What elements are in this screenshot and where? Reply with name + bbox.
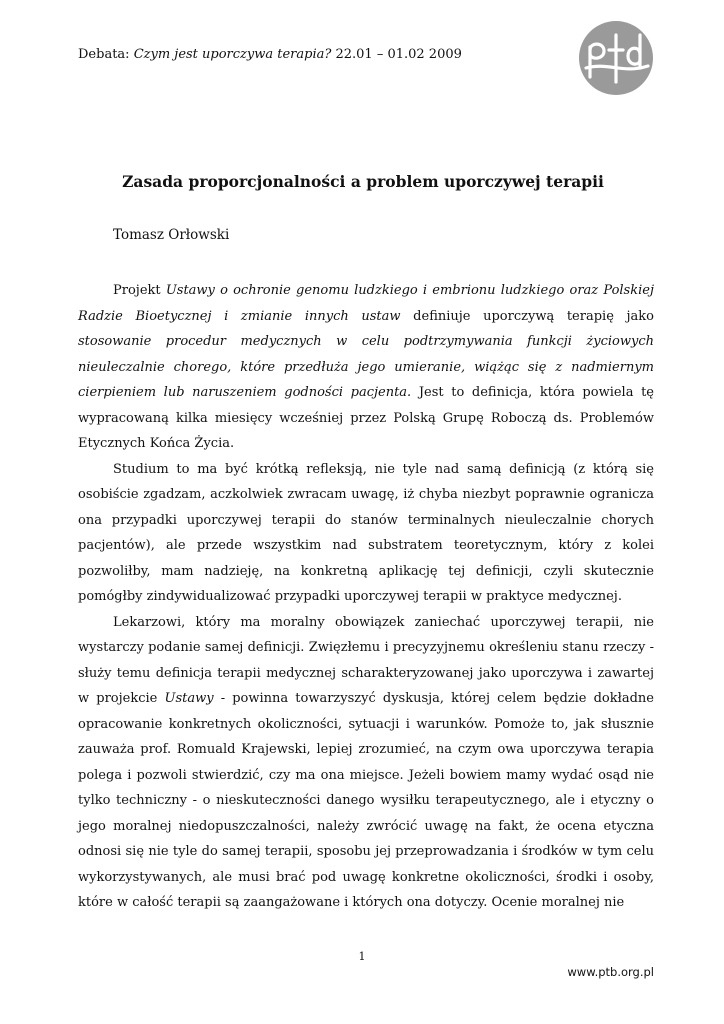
paragraph-1 [78,278,654,457]
paragraph-3 [78,610,654,916]
paragraph-1-law-title: Ustawy o ochronie genomu ludzkiego i embrionu ludzkiego oraz Polskiej Radzie Bioetycznej i zmianie innych ustaw [78,283,654,324]
paragraph-1-definition: stosowanie procedur medycznych w celu podtrzymywania funkcji życiowych nieuleczalnie chorego, które przedłuża jego umieranie, wiążąc się z nadmiernym cierpieniem lub naruszeniem godności pacjenta. [78,334,654,400]
page-number: 1 [358,950,366,963]
paragraph-1-text-3: Jest to definicja, która powiela tę wypracowaną kilka miesięcy wcześniej przez Polską Grupę Roboczą ds. Problemów Etycznych Końca Życia. [78,385,655,451]
document-author: Tomasz Orłowski [113,227,230,243]
document-body [78,278,654,916]
page-header [78,47,462,62]
ptb-logo-icon [578,20,654,96]
header-topic: Czym jest uporczywa terapia? [133,47,332,62]
document-title: Zasada proporcjonalności a problem uporczywej terapii [122,172,604,191]
header-dates: 22.01 – 01.02 2009 [331,47,462,62]
paragraph-3-text-2: - powinna towarzyszyć dyskusja, której celem będzie dokładne opracowanie konkretnych okoliczności, sytuacji i warunków. Pomoże to, jak słusznie zauważa prof. Romuald Krajewski, lepiej zrozumieć, na czym owa uporczywa terapia polega i pozwoli stwierdzić, czy ma ona miejsce. Jeżeli bowiem mamy wydać osąd nie tylko techniczny - o nieskuteczności danego wysiłku terapeutycznego, ale i etyczny o jego moralnej niedopuszczalności, należy zwrócić uwagę na fakt, że ocena etyczna odnosi się nie tyle do samej terapii, sposobu jej przeprowadzania i środków w tym celu wykorzystywanych, ale musi brać pod uwagę konkretne okoliczności, środki i osoby, które w całość terapii są zaangażowane i których ona dotyczy. Ocenie moralnej nie [78,691,654,910]
paragraph-3-law-ref: Ustawy [164,691,214,706]
footer-url: www.ptb.org.pl [567,965,654,979]
paragraph-3-text-1: Lekarzowi, który ma moralny obowiązek zaniechać uporczywej terapii, nie wystarczy podanie samej definicji. Zwięzłemu i precyzyjnemu określeniu stanu rzeczy - służy temu definicja terapii medycznej scharakteryzowanej jako uporczywa i zawartej w projekcie [78,614,654,706]
paragraph-2: Studium to ma być krótką refleksją, nie tyle nad samą definicją (z którą się osobiście zgadzam, aczkolwiek zwracam uwagę, iż chyba niezbyt poprawnie ogranicza ona przypadki uporczywej terapii do stanów terminalnych nieuleczalnie chorych pacjentów), ale przede wszystkim nad substratem teoretycznym, który z kolei pozwoliłby, mam nadzieję, na konkretną aplikację tej definicji, czyli skutecznie pomógłby zindywidualizować przypadki uporczywej terapii w praktyce medycznej. [78,461,654,604]
paragraph-1-text-1: Projekt [113,283,166,298]
paragraph-1-text-2: definiuje uporczywą terapię jako [400,308,654,324]
header-prefix: Debata: [78,47,134,62]
